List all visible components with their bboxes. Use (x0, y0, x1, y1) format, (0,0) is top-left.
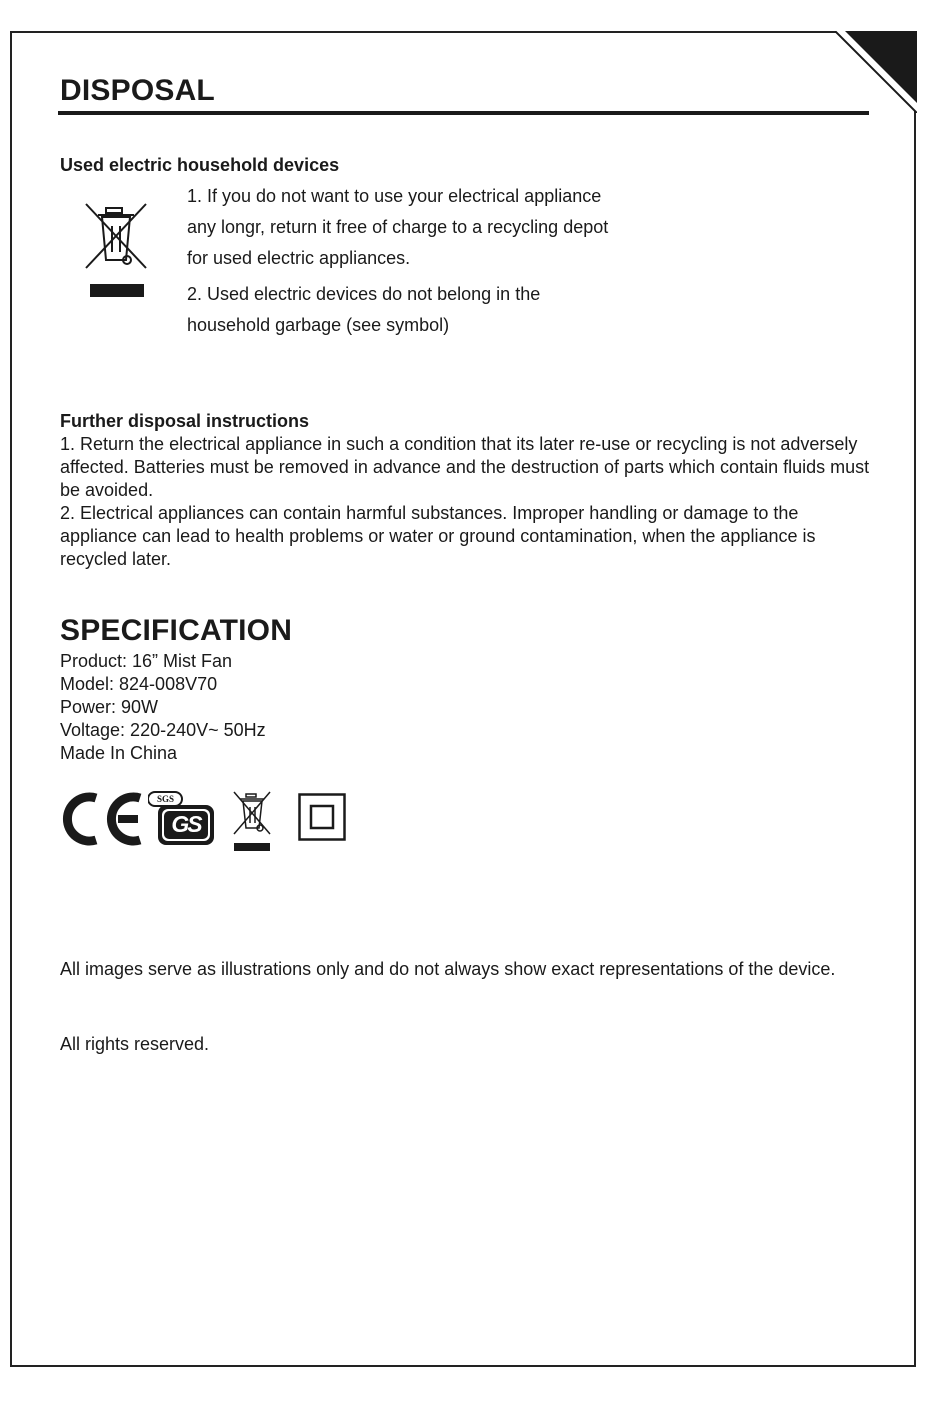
point-1-line: for used electric appliances. (187, 248, 411, 268)
spec-origin: Made In China (60, 743, 178, 763)
weee-bin-small-icon (230, 790, 274, 852)
double-insulation-icon (298, 793, 346, 841)
further-instruction-1: 1. Return the electrical appliance in such a condition that its later re-use or recycling is not adversely affected. Batteries must be removed in advance and the destruction of parts which contain fluids must be avoided. (60, 434, 870, 500)
further-disposal-heading: Further disposal instructions (60, 411, 310, 431)
used-devices-point-1 (187, 181, 608, 274)
gs-sgs-mark-icon (148, 791, 216, 846)
point-1-line: 1. If you do not want to use your electrical appliance (187, 186, 602, 206)
disposal-title: DISPOSAL (60, 74, 215, 107)
illustration-disclaimer: All images serve as illustrations only and do not always show exact representations of the device. (60, 959, 836, 979)
ce-mark-icon (60, 792, 146, 846)
used-devices-point-2 (187, 279, 540, 341)
point-2-line: 2. Used electric devices do not belong in the (187, 284, 541, 304)
gs-label: GS (171, 811, 201, 837)
spec-product: Product: 16” Mist Fan (60, 651, 233, 671)
page-corner-decoration (835, 31, 917, 113)
weee-bin-icon (82, 200, 152, 302)
rights-reserved: All rights reserved. (60, 1034, 210, 1054)
point-1-line: any longr, return it free of charge to a recycling depot (187, 217, 609, 237)
sgs-label: SGS (156, 794, 174, 804)
spec-voltage: Voltage: 220-240V~ 50Hz (60, 720, 266, 740)
specification-title: SPECIFICATION (60, 614, 293, 647)
spec-model: Model: 824-008V70 (60, 674, 218, 694)
specification-list (60, 650, 266, 765)
spec-power: Power: 90W (60, 697, 159, 717)
further-instruction-2: 2. Electrical appliances can contain harmful substances. Improper handling or damage to the appliance can lead to health problems or water or ground contamination, when the appliance is recycled later. (60, 503, 816, 569)
used-devices-heading: Used electric household devices (60, 155, 340, 175)
title-divider (58, 111, 869, 115)
point-2-line: household garbage (see symbol) (187, 315, 450, 335)
